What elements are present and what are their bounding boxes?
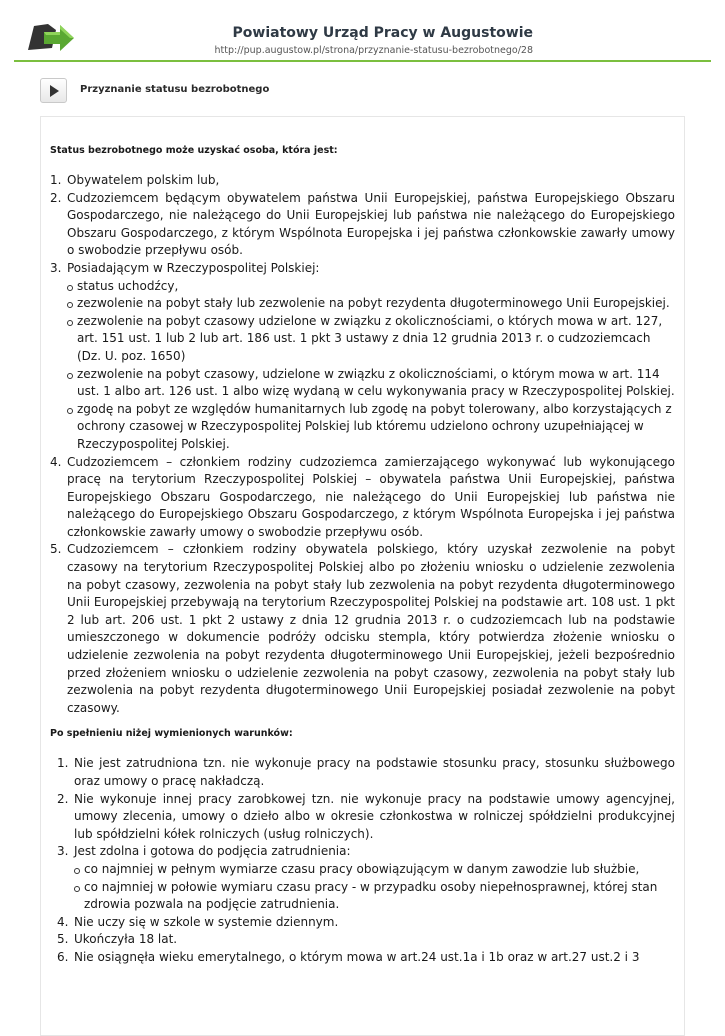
article-content: [50, 144, 675, 967]
list-item: 6. Nie osiągnęła wieku emerytalnego, o którym mowa w art.24 ust.1a i 1b oraz w art.27 ust.2 i 3: [57, 949, 640, 964]
sub-list-item: status uchodźcy,: [67, 278, 675, 296]
breadcrumb-label[interactable]: Przyznanie statusu bezrobotnego: [80, 84, 270, 95]
conditions-list: [50, 755, 675, 966]
sub-list-item: zezwolenie na pobyt czasowy udzielone w związku z okolicznościami, o których mowa w art. 127, art. 151 ust. 1 lub 2 lub art. 186 ust. 1 pkt 3 ustawy z dnia 12 grudnia 2013 r. o cudzoziemcach (Dz. U. poz. 1650): [67, 313, 675, 366]
site-title: Powiatowy Urząd Pracy w Augustowie: [232, 25, 533, 41]
page-url[interactable]: http://pup.augustow.pl/strona/przyznanie-statusu-bezrobotnego/28: [214, 45, 533, 56]
breadcrumb-arrow-button[interactable]: [40, 78, 67, 103]
header-divider: [14, 60, 711, 62]
sub-list-item: zgodę na pobyt ze względów humanitarnych lub zgodę na pobyt tolerowany, albo korzystających z ochrony czasowej w Rzeczypospolitej Polskiej lub któremu udzielono ochrony uzupełniającej w Rzeczypospolitej Polskiej.: [67, 401, 675, 454]
eligibility-list: [50, 172, 675, 717]
sub-list-item: co najmniej w pełnym wymiarze czasu pracy obowiązującym w danym zawodzie lub służbie,: [74, 861, 675, 879]
list-item: 5. Cudzoziemcem – członkiem rodziny obywatela polskiego, który uzyskał zezwolenie na pobyt czasowy na terytorium Rzeczypospolitej Polskiej albo po złożeniu wniosku o udzielenie zezwolenia na pobyt czasowy, zezwolenia na pobyt stały lub zezwolenia na pobyt rezydenta długoterminowego Unii Europejskiej przebywają na terytorium Rzeczypospolitej Polskiej na podstawie art. 108 ust. 1 pkt 2 lub art. 206 ust. 1 pkt 2 ustawy z dnia 12 grudnia 2013 r. o cudzoziemcach lub na podstawie umieszczonego w dokumencie podróży odcisku stempla, który potwierdza złożenie wniosku o udzielenie zezwolenia na pobyt rezydenta długoterminowego Unii Europejskiej, jeżeli bezpośrednio przed złożeniem wniosku o udzielenie zezwolenia na pobyt czasowy, zezwolenia na pobyt stały lub zezwolenia na pobyt rezydenta długoterminowego Unii Europejskiej posiadał zezwolenie na pobyt czasowy.: [50, 542, 675, 715]
page-header: [0, 0, 725, 62]
list-item: 2. Cudzoziemcem będącym obywatelem państwa Unii Europejskiej, państwa Europejskiego Obszaru Gospodarczego, nie należącego do Unii Europejskiej lub państwa nie należącego do Europejskiego Obszaru Gospodarczego, z którym Wspólnota Europejska i jej państwa członkowskie zawarły umowy o swobodzie przepływu osób.: [50, 190, 675, 258]
section2-heading: Po spełnieniu niżej wymienionych warunków:: [50, 728, 293, 740]
list-item: 1. Nie jest zatrudniona tzn. nie wykonuje pracy na podstawie stosunku pracy, stosunku służbowego oraz umowy o pracę nakładczą.: [57, 756, 675, 788]
list-item: 5. Ukończyła 18 lat.: [57, 932, 178, 947]
list-item: 4. Cudzoziemcem – członkiem rodziny cudzoziemca zamierzającego wykonywać lub wykonującego pracę na terytorium Rzeczypospolitej Polskiej – obywatela państwa Unii Europejskiej, państwa Europejskiego Obszaru Gospodarczego, nie należącego do Unii Europejskiej lub państwa nie należącego do Europejskiego Obszaru Gospodarczego, z którym Wspólnota Europejska i jej państwa członkowskie zawarły umowy o swobodzie przepływu osób.: [50, 454, 675, 539]
list-item: 2. Nie wykonuje innej pracy zarobkowej tzn. nie wykonuje pracy na podstawie umowy agencyjnej, umowy zlecenia, umowy o dzieło albo w okresie członkostwa w rolniczej spółdzielni produkcyjnej lub spółdzielni kółek rolniczych (usług rolniczych).: [57, 791, 675, 841]
list-item: 3. Posiadającym w Rzeczypospolitej Polskiej: status uchodźcy, zezwolenie na pobyt stały lub zezwolenie na pobyt rezydenta długoterminowego Unii Europejskiej. zezwolenie na pobyt czasowy udzielone w związku z okolicznościami, o których mowa w art. 127, art. 151 ust. 1 lub 2 lub art. 186 ust. 1 pkt 3 ustawy z dnia 12 grudnia 2013 r. o cudzoziemcach (Dz. U. poz. 1650) zezwolenie na pobyt czasowy, udzielone w związku z okolicznościami, o którym mowa w art. 114 ust. 1 albo art. 126 ust. 1 albo wizę wydaną w celu wykonywania pracy w Rzeczypospolitej Polskiej. zgodę na pobyt ze względów humanitarnych lub zgodę na pobyt tolerowany, albo korzystających z ochrony czasowej w Rzeczypospolitej Polskiej lub któremu udzielono ochrony uzupełniającej w Rzeczypospolitej Polskiej.: [50, 260, 675, 454]
sub-list: [67, 278, 675, 454]
play-arrow-icon: [49, 85, 59, 97]
list-item: 3. Jest zdolna i gotowa do podjęcia zatrudnienia: co najmniej w pełnym wymiarze czasu pracy obowiązującym w danym zawodzie lub służbie, co najmniej w połowie wymiaru czasu pracy - w przypadku osoby niepełnosprawnej, której stan zdrowia pozwala na podjęcie zatrudnienia.: [50, 843, 675, 913]
sub-list-item: zezwolenie na pobyt stały lub zezwolenie na pobyt rezydenta długoterminowego Unii Europejskiej.: [67, 295, 675, 313]
logo-arrow-icon: [26, 20, 76, 56]
site-title-block: [215, 24, 533, 58]
list-item: 1. Obywatelem polskim lub,: [50, 173, 220, 187]
sub-list: [74, 861, 675, 914]
sub-list-item: zezwolenie na pobyt czasowy, udzielone w związku z okolicznościami, o którym mowa w art. 114 ust. 1 albo art. 126 ust. 1 albo wizę wydaną w celu wykonywania pracy w Rzeczypospolitej Polskiej.: [67, 366, 675, 401]
list-item: 4. Nie uczy się w szkole w systemie dziennym.: [57, 914, 339, 929]
sub-list-item: co najmniej w połowie wymiaru czasu pracy - w przypadku osoby niepełnosprawnej, której stan zdrowia pozwala na podjęcie zatrudnienia.: [74, 879, 675, 914]
section1-heading: Status bezrobotnego może uzyskać osoba, która jest:: [50, 145, 338, 156]
